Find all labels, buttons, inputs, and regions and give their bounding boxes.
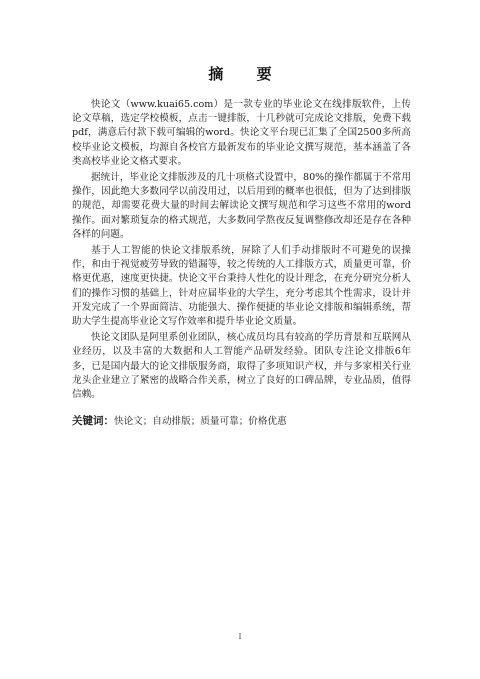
keywords-label: 关键词： (72, 415, 114, 428)
abstract-paragraph-3: 基于人工智能的快论文排版系统，屏除了人们手动排版时不可避免的误操作，和由于视觉疲劳导致的错漏等，较之传统的人工排版方式，质量更可靠，价格更优惠，速度更快捷。快论文平台秉持人性化的设计理念，在充分研究分析人们的操作习惯的基础上，针对应届毕业的大学生，充分考虑其个性需求，设计并开发完成了一个界面简洁、功能强大、操作便捷的毕业论文排版和编辑系统，帮助大学生提高毕业论文写作效率和提升毕业论文质量。 (72, 245, 411, 328)
page-number: I (238, 633, 242, 641)
abstract-paragraph-1: 快论文（www.kuai65.com）是一款专业的毕业论文在线排版软件，上传论文草稿，选定学校模板，点击一键排版，十几秒就可完成论文排版，免费下载pdf，满意后付款下载可编辑的word。快论文平台现已汇集了全国2500多所高校毕业论文模板，均源自各校官方最新发布的毕业论文撰写规范，基本涵盖了各类高校毕业论文格式要求。 (72, 99, 411, 167)
keywords-text: 快论文；自动排版；质量可靠；价格优惠 (114, 416, 287, 428)
abstract-body (72, 98, 411, 429)
abstract-title: 摘 要 (208, 65, 286, 83)
keywords-line (72, 414, 411, 429)
abstract-paragraph-2: 据统计，毕业论文排版涉及的几十项格式设置中，80%的操作都属于不常用操作，因此绝大多数同学以前没用过，以后用到的概率也很低，但为了达到排版的规范，却需要花费大量的时间去解读论文撰写规范和学习这些不常用的word操作。面对繁琐复杂的格式规范，大多数同学熬夜反复调整修改却还是存在各种各样的问题。 (72, 172, 411, 240)
abstract-paragraph-4: 快论文团队是阿里系创业团队，核心成员均具有较高的学历背景和互联网从业经历，以及丰富的大数据和人工智能产品研发经验。团队专注论文排版6年多，已是国内最大的论文排版服务商，取得了多项知识产权，并与多家相关行业龙头企业建立了紧密的战略合作关系，树立了良好的口碑品牌，专业品质，值得信赖。 (72, 332, 411, 401)
